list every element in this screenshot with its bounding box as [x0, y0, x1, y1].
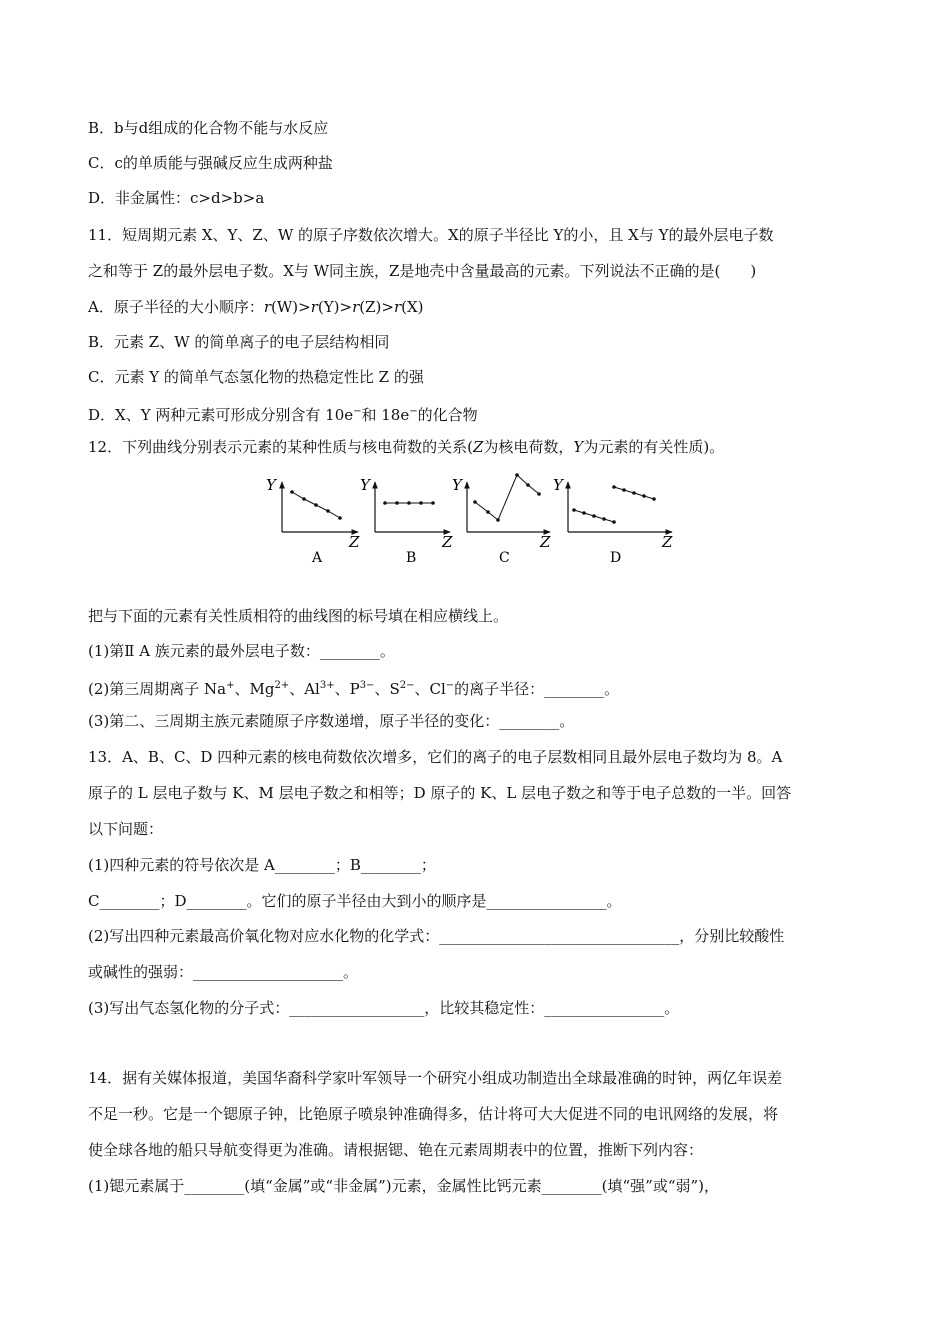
q13-part1-line2: C________；D________。它们的原子半径由大到小的顺序是________________。 [88, 892, 622, 910]
panel-d-label: D [610, 550, 622, 566]
q12-part3: (3)第二、三周期主族元素随原子序数递增，原子半径的变化：________。 [88, 712, 575, 730]
q13-part2-line1: (2)写出四种元素最高价氧化物对应水化物的化学式：________________________________，分别比较酸性 [88, 927, 785, 945]
q11-option-b: B．元素 Z、W 的简单离子的电子层结构相同 [88, 333, 390, 351]
option-d-line: D．非金属性：c>d>b>a [88, 189, 265, 207]
option-b-line: B．b与d组成的化合物不能与水反应 [88, 119, 329, 137]
panel-a-y-label: Y [266, 476, 276, 494]
q11-option-c: C．元素 Y 的简单气态氢化物的热稳定性比 Z 的强 [88, 368, 424, 386]
panel-d-y-label: Y [553, 476, 563, 494]
panel-b-y-label: Y [360, 476, 370, 494]
q12-intro: 把与下面的元素有关性质相符的曲线图的标号填在相应横线上。 [88, 607, 509, 625]
panel-b-graph [360, 476, 453, 566]
q14-stem-line3: 使全球各地的船只导航变得更为准确。请根据锶、铯在元素周期表中的位置，推断下列内容： [88, 1141, 704, 1159]
q13-part1-line1: (1)四种元素的符号依次是 A________；B________； [88, 856, 436, 874]
q11-stem-line2: 之和等于 Z的最外层电子数。X与 W同主族，Z是地壳中含量最高的元素。下列说法不正确的是( ) [88, 262, 757, 280]
panel-d-z-label: Z [662, 533, 673, 551]
curve-figure [262, 470, 682, 570]
q11-option-d: D．X、Y 两种元素可形成分别含有 10e−和 18e−的化合物 [88, 406, 478, 424]
q13-part3: (3)写出气态氢化物的分子式：__________________，比较其稳定性：________________。 [88, 999, 680, 1017]
q12-stem: 12．下列曲线分别表示元素的某种性质与核电荷数的关系(Z为核电荷数，Y为元素的有关性质)。 [88, 438, 725, 456]
panel-a-label: A [312, 550, 323, 566]
q12-part1: (1)第Ⅱ A 族元素的最外层电子数：________。 [88, 642, 395, 660]
q14-stem-line2: 不足一秒。它是一个锶原子钟，比铯原子喷泉钟准确得多，估计将可大大促进不同的电讯网络的发展，将 [88, 1105, 779, 1123]
q14-stem-line1: 14．据有关媒体报道，美国华裔科学家叶军领导一个研究小组成功制造出全球最准确的时钟，两亿年误差 [88, 1069, 783, 1087]
q13-stem-line3: 以下问题： [88, 820, 164, 838]
q11-stem-line1: 11．短周期元素 X、Y、Z、W 的原子序数依次增大。X的原子半径比 Y的小，且 X与 Y的最外层电子数 [88, 226, 774, 244]
q11-option-a: A．原子半径的大小顺序：r(W)>r(Y)>r(Z)>r(X) [88, 298, 424, 316]
panel-c-z-label: Z [540, 533, 551, 551]
q13-part2-line2: 或碱性的强弱：____________________。 [88, 963, 359, 981]
panel-c-label: C [499, 550, 510, 566]
panel-d-graph [553, 476, 673, 566]
q14-part1: (1)锶元素属于________(填“金属”或“非金属”)元素，金属性比钙元素________(填“强”或“弱”)， [88, 1177, 720, 1195]
q12-part2: (2)第三周期离子 Na+、$Mg^{2+}$、$Al^{3+}$、$P^{3-}$、$S^{2-}$、Cl−的离子半径：________。 [88, 680, 620, 698]
q13-stem-line2: 原子的 L 层电子数与 K、M 层电子数之和相等；D 原子的 K、L 层电子数之和等于电子总数的一半。回答 [88, 784, 792, 802]
panel-a-z-label: Z [349, 533, 360, 551]
panel-b-z-label: Z [442, 533, 453, 551]
panel-a-graph [266, 476, 360, 566]
panel-c-graph [452, 473, 551, 566]
panel-b-label: B [406, 550, 417, 566]
panel-c-y-label: Y [452, 476, 462, 494]
option-c-line: C．c的单质能与强碱反应生成两种盐 [88, 154, 333, 172]
q13-stem-line1: 13．A、B、C、D 四种元素的核电荷数依次增多，它们的离子的电子层数相同且最外层电子数均为 8。A [88, 748, 783, 766]
